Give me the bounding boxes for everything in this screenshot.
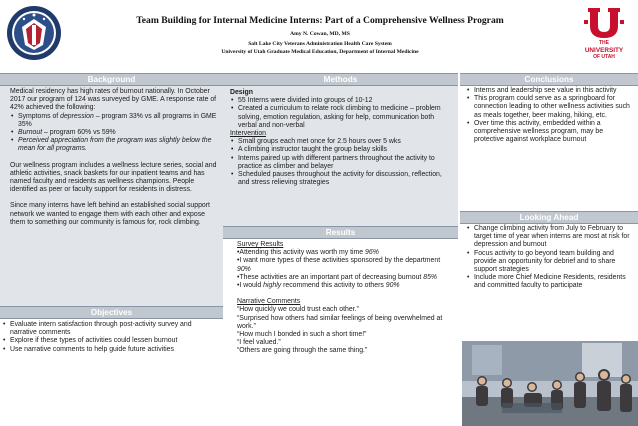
methods-intervention-item: • A climbing instructor taught the group belay skills: [230, 146, 452, 154]
looking-ahead-panel: [460, 225, 638, 291]
group-photo: [462, 341, 638, 426]
results-narrative-label: Narrative Comments: [237, 298, 301, 306]
methods-intervention-item: • Interns paired up with different partners throughout the activity to practice as climber and belayer: [230, 155, 452, 171]
logo-line-of-utah: OF UTAH: [593, 54, 615, 60]
results-narrative-item: “Others are going through the same thing.”: [237, 347, 368, 355]
objectives-heading: Objectives: [0, 306, 223, 319]
results-narrative-item: “How quickly we could trust each other.”: [237, 306, 359, 314]
methods-intervention-item: • Scheduled pauses throughout the activity for discussion, reflection, and stress relieving strategies: [230, 171, 452, 187]
methods-intervention-label: Intervention: [230, 130, 267, 138]
results-narrative-item: “How much I bonded in such a short time!”: [237, 331, 367, 339]
objectives-panel: [0, 321, 223, 354]
conclusions-panel: [460, 87, 638, 144]
results-panel: [223, 241, 458, 356]
objective-item: • Explore if these types of activities could lessen burnout: [2, 337, 219, 345]
background-bullet-appreciation: • Perceived appreciation from the program was slightly below the mean for all programs.: [10, 137, 219, 153]
logo-line-the: THE: [599, 40, 609, 46]
results-survey-item: •These activities are an important part of decreasing burnout 85%: [237, 273, 438, 281]
university-of-utah-logo: [574, 6, 634, 62]
background-bullet-burnout: • Burnout – program 60% vs 59%: [10, 129, 219, 137]
methods-design-item: • Created a curriculum to relate rock climbing to medicine – problem solving, emotion regulation, asking for help, communication both verbal and non-verbal: [230, 105, 452, 130]
methods-panel: [223, 86, 458, 226]
looking-ahead-item: • Include more Chief Medicine Residents, residents and committed faculty to participate: [466, 274, 634, 290]
background-social-paragraph: Since many interns have left behind an established social support network we wanted to engage them with each other and expose them to something our community is famous for, rock climbing.: [10, 202, 210, 226]
conclusion-item: • Interns and leadership see value in this activity: [466, 87, 634, 95]
looking-ahead-heading: Looking Ahead: [460, 211, 638, 224]
poster-title: Team Building for Internal Medicine Interns: Part of a Comprehensive Wellness Program: [136, 15, 504, 26]
objective-item: • Use narrative comments to help guide future activities: [2, 346, 219, 354]
results-survey-item: •Attending this activity was worth my time 96%: [237, 249, 379, 257]
logo-line-university: UNIVERSITY: [584, 47, 624, 54]
looking-ahead-item: • Change climbing activity from July to February to target time of year when interns are most at risk for depression and burnout: [466, 225, 634, 250]
background-panel: [0, 86, 223, 307]
results-heading: Results: [223, 226, 458, 239]
poster-header: [0, 0, 638, 68]
results-narrative-item: “I feel valued.”: [237, 339, 281, 347]
poster-authors: Amy N. Cowan, MD, MS: [290, 31, 350, 37]
results-survey-item: •I would highly recommend this activity to others 90%: [237, 282, 400, 290]
va-seal-logo: [6, 5, 62, 61]
looking-ahead-item: • Focus activity to go beyond team building and provide an opportunity for debrief and to share support strategies: [466, 250, 634, 275]
poster-institution-2: University of Utah Graduate Medical Education, Department of Internal Medicine: [221, 49, 419, 55]
background-heading: Background: [0, 73, 223, 86]
poster-institution-1: Salt Lake City Veterans Administration Health Care System: [248, 41, 392, 47]
background-bullets: [10, 113, 219, 154]
conclusion-item: • Over time this activity, embedded within a comprehensive wellness program, may be protective against workplace burnout: [466, 120, 634, 145]
background-intro: Medical residency has high rates of burnout nationally. In October 2017 our program of 124 was surveyed by GME. A response rate of 42% achieved the following:: [10, 88, 217, 112]
conclusion-item: • This program could serve as a springboard for connection leading to other wellness activities such as meals together, beer making, hiking, etc.: [466, 95, 634, 120]
methods-heading: Methods: [223, 73, 458, 86]
results-survey-label: Survey Results: [237, 241, 284, 248]
background-bullet-depression: • Symptoms of depression – program 33% vs all programs in GME 35%: [10, 113, 219, 129]
block-u-icon: [574, 6, 634, 40]
methods-intervention-item: • Small groups each met once for 2.5 hours over 5 wks: [230, 138, 452, 146]
methods-design-label: Design: [230, 89, 253, 96]
background-wellness-paragraph: Our wellness program includes a wellness lecture series, social and athletic activities, snack baskets for our inpatient teams and has named faculty and residents as wellness champions. People identified as peer or faculty support for residents in distress.: [10, 161, 217, 194]
results-narrative-item: “Surprised how others had similar feelings of being overwhelmed at work.”: [237, 314, 443, 330]
conclusions-heading: Conclusions: [460, 73, 638, 86]
results-survey-item: •I want more types of these activities sponsored by the department 90%: [237, 257, 441, 273]
methods-design-item: • 55 Interns were divided into groups of 10-12: [230, 97, 452, 105]
objective-item: • Evaluate intern satisfaction through post-activity survey and narrative comments: [2, 321, 219, 337]
